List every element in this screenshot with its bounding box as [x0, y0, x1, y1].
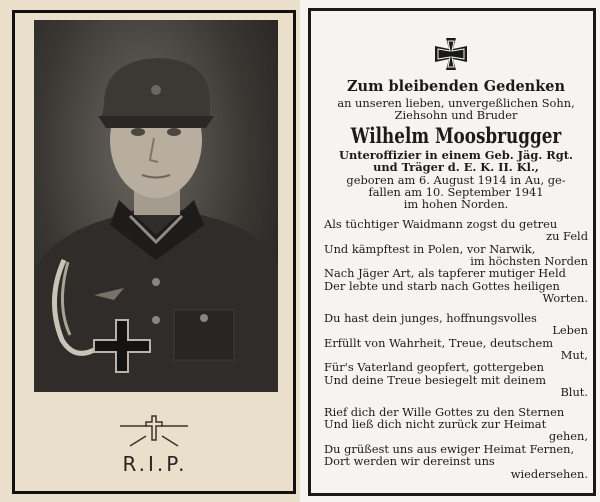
- poem-line: zu Feld: [546, 229, 588, 244]
- poem-line: Worten.: [542, 291, 588, 306]
- poem-line: wiedersehen.: [510, 466, 588, 481]
- intro-text: [324, 97, 588, 122]
- intro-line: an unseren lieben, unvergeßlichen Sohn,: [337, 96, 575, 110]
- poem-line: Mut,: [560, 347, 588, 362]
- poem-line: Und kämpftest in Polen, vor Narwik,: [324, 241, 536, 256]
- soldier-portrait: [34, 20, 278, 392]
- poem-line: Und deine Treue besiegelt mit deinem: [324, 372, 547, 387]
- poem-stanza-1: [324, 218, 588, 305]
- deceased-name: Wilhelm Moosbrugger: [350, 122, 562, 148]
- poem-line: Dort werden wir dereinst uns: [324, 454, 495, 469]
- poem-line: Blut.: [560, 385, 588, 400]
- poem-stanza-3: [324, 406, 588, 480]
- iron-cross-icon: [433, 36, 469, 72]
- poem-line: Leben: [552, 323, 588, 338]
- birth-death-line: fallen am 10. September 1941: [368, 185, 544, 200]
- rank-line: und Träger d. E. K. II. Kl.,: [373, 160, 539, 175]
- rip-text: R.I.P.: [122, 452, 188, 476]
- poem-line: Nach Jäger Art, als tapferer mutiger Held: [324, 266, 566, 281]
- poem-line: Du hast dein junges, hoffnungsvolles: [324, 310, 537, 325]
- poem-line: gehen,: [548, 429, 588, 444]
- poem-line: Für's Vaterland geopfert, gottergeben: [324, 360, 544, 375]
- memorial-poem: [324, 218, 588, 480]
- rank-text: [324, 149, 588, 174]
- memorial-heading: Zum bleibenden Gedenken: [346, 78, 566, 95]
- birth-death-text: [324, 174, 588, 211]
- poem-line: Und ließ dich nicht zurück zur Heimat: [324, 416, 547, 431]
- poem-line: Rief dich der Wille Gottes zu den Sternen: [324, 404, 565, 419]
- memorial-text: [324, 78, 588, 487]
- poem-line: Als tüchtiger Waidmann zogst du getreu: [324, 216, 558, 231]
- memorial-text-card: [300, 0, 600, 502]
- poem-line: Der lebte und starb nach Gottes heiligen: [324, 278, 560, 293]
- rank-line: Unteroffizier in einem Geb. Jäg. Rgt.: [339, 147, 573, 162]
- poem-stanza-2: [324, 312, 588, 399]
- intro-line: Ziehsohn und Bruder: [394, 108, 518, 123]
- birth-death-line: im hohen Norden.: [403, 197, 509, 212]
- poem-line: Erfüllt von Wahrheit, Treue, deutschem: [324, 335, 554, 350]
- poem-line: Du grüßest uns aus ewiger Heimat Fernen,: [324, 441, 575, 456]
- birth-death-line: geboren am 6. August 1914 in Au, ge-: [346, 172, 566, 187]
- cross-icon: [120, 412, 188, 452]
- poem-line: im höchsten Norden: [470, 254, 588, 269]
